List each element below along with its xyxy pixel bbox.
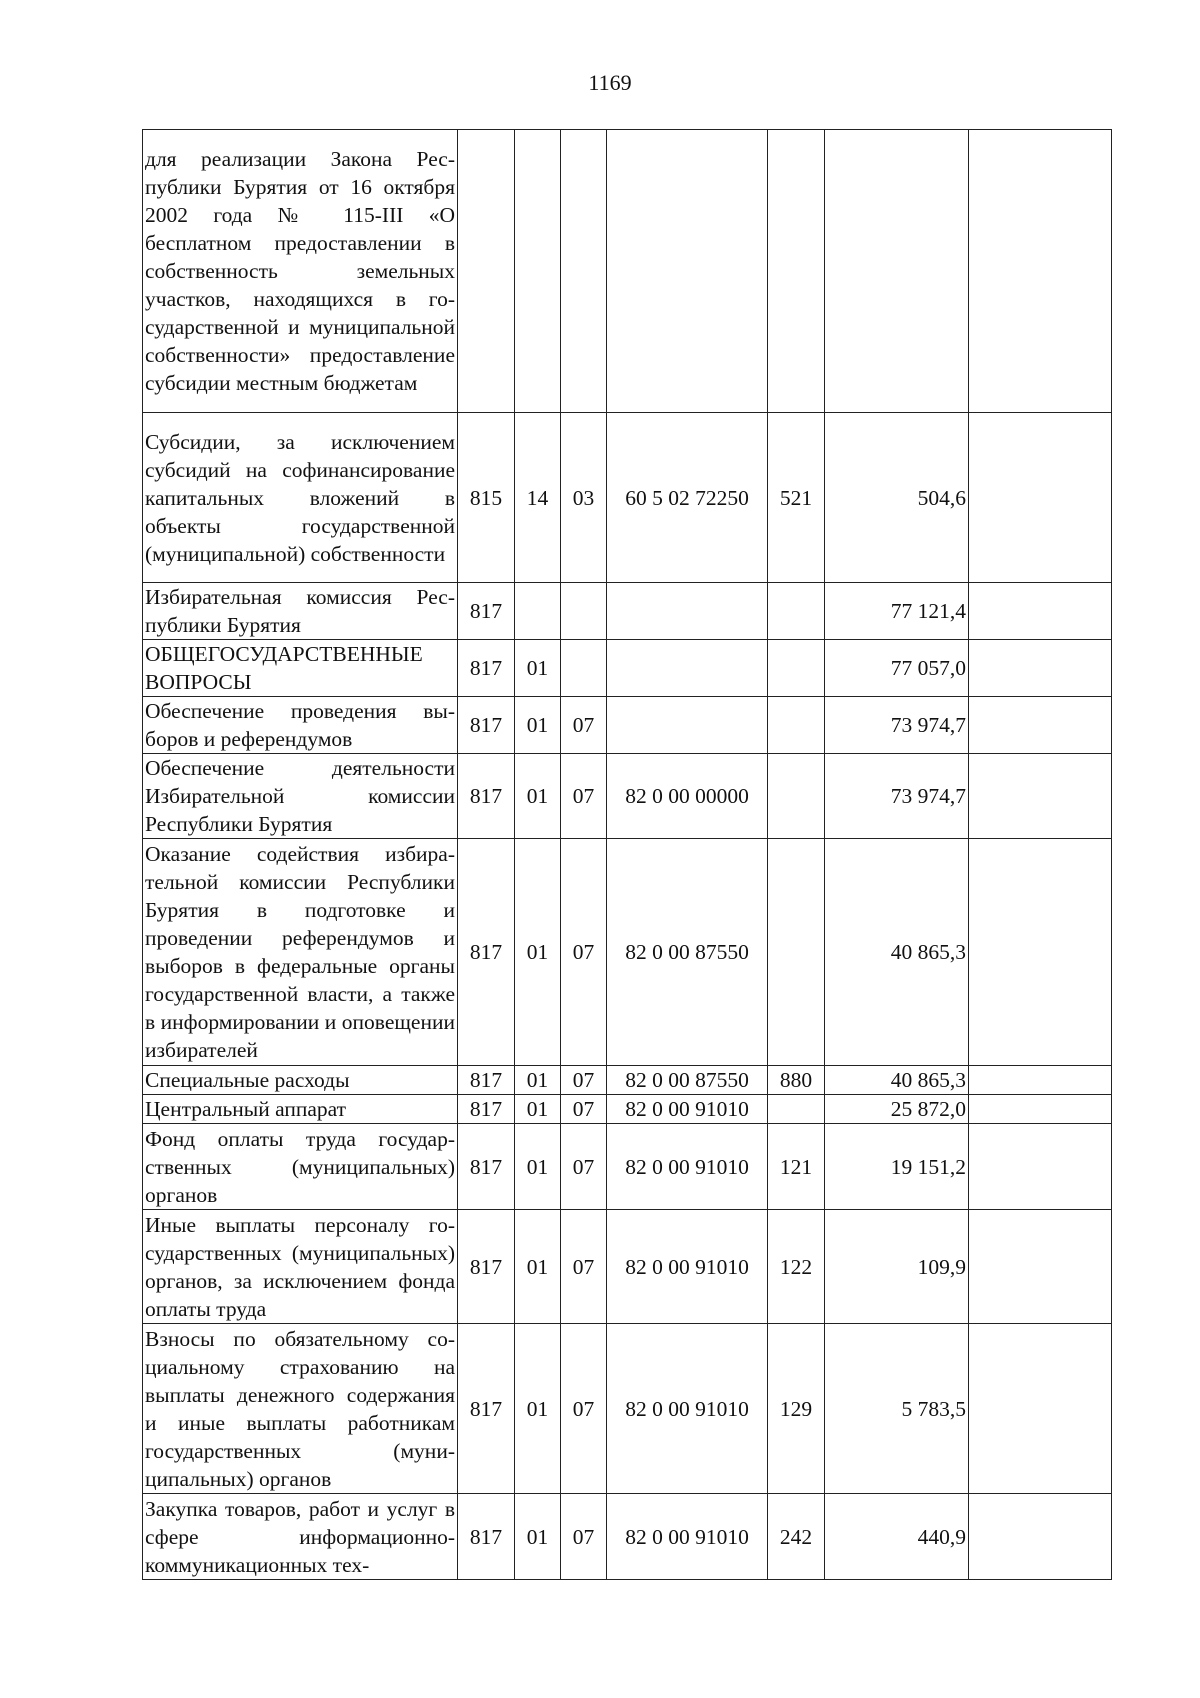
row-name: Фонд оплаты труда государственных (муниципальных) органов bbox=[143, 1124, 458, 1210]
row-csr: 82 0 00 91010 bbox=[607, 1494, 768, 1580]
table-row bbox=[143, 130, 1112, 413]
table-row bbox=[143, 697, 1112, 754]
row-ved: 817 bbox=[458, 1324, 515, 1494]
table-row bbox=[143, 583, 1112, 640]
row-pr: 07 bbox=[561, 839, 607, 1066]
row-name: Иные выплаты персоналу государственных (муниципальных) органов, за исключением фонда оплаты труда bbox=[143, 1210, 458, 1324]
row-pr: 07 bbox=[561, 1494, 607, 1580]
row-csr bbox=[607, 697, 768, 754]
row-name: ОБЩЕГОСУДАРСТВЕННЫЕ ВОПРОСЫ bbox=[143, 640, 458, 697]
row-sum: 73 974,7 bbox=[825, 697, 969, 754]
row-vr bbox=[768, 754, 825, 839]
row-rz: 01 bbox=[515, 839, 561, 1066]
row-rz: 01 bbox=[515, 1066, 561, 1095]
row-csr: 82 0 00 91010 bbox=[607, 1324, 768, 1494]
row-csr bbox=[607, 130, 768, 413]
row-ved: 817 bbox=[458, 1494, 515, 1580]
row-ved: 817 bbox=[458, 839, 515, 1066]
row-rz bbox=[515, 130, 561, 413]
row-rz: 14 bbox=[515, 413, 561, 583]
row-pr: 07 bbox=[561, 1210, 607, 1324]
row-extra bbox=[969, 640, 1112, 697]
row-rz: 01 bbox=[515, 640, 561, 697]
row-rz: 01 bbox=[515, 1124, 561, 1210]
row-csr: 82 0 00 87550 bbox=[607, 839, 768, 1066]
row-ved: 817 bbox=[458, 1095, 515, 1124]
table-row bbox=[143, 1210, 1112, 1324]
row-vr: 880 bbox=[768, 1066, 825, 1095]
table-row bbox=[143, 1095, 1112, 1124]
row-ved: 817 bbox=[458, 754, 515, 839]
row-pr: 03 bbox=[561, 413, 607, 583]
row-name: Центральный аппарат bbox=[143, 1095, 458, 1124]
row-ved: 817 bbox=[458, 640, 515, 697]
row-sum: 504,6 bbox=[825, 413, 969, 583]
row-sum: 77 057,0 bbox=[825, 640, 969, 697]
row-extra bbox=[969, 1324, 1112, 1494]
row-vr: 129 bbox=[768, 1324, 825, 1494]
row-extra bbox=[969, 1494, 1112, 1580]
row-ved: 817 bbox=[458, 697, 515, 754]
row-extra bbox=[969, 697, 1112, 754]
row-csr: 82 0 00 91010 bbox=[607, 1210, 768, 1324]
row-name: Избирательная комиссия Республики Бурятия bbox=[143, 583, 458, 640]
table-row bbox=[143, 1124, 1112, 1210]
row-sum: 77 121,4 bbox=[825, 583, 969, 640]
row-name: Закупка товаров, работ и услуг в сфере информационно-коммуникационных тех- bbox=[143, 1494, 458, 1580]
table-row bbox=[143, 640, 1112, 697]
row-sum: 40 865,3 bbox=[825, 1066, 969, 1095]
row-pr bbox=[561, 130, 607, 413]
row-pr: 07 bbox=[561, 1324, 607, 1494]
row-rz: 01 bbox=[515, 1095, 561, 1124]
row-sum: 40 865,3 bbox=[825, 839, 969, 1066]
row-pr: 07 bbox=[561, 1124, 607, 1210]
row-name: для реализации Закона Республики Бурятия от 16 октября 2002 года № 115-III «О бесплатном предоставлении в собственность земельных участков, находящихся в государственной и муниципальной собственности» предоставление субсидии местным бюджетам bbox=[143, 130, 458, 413]
row-name: Взносы по обязательному социальному страхованию на выплаты денежного содержания и иные выплаты работникам государственных (муниципальных) органов bbox=[143, 1324, 458, 1494]
row-csr: 82 0 00 91010 bbox=[607, 1095, 768, 1124]
budget-table bbox=[142, 129, 1112, 1580]
row-vr bbox=[768, 839, 825, 1066]
row-csr bbox=[607, 640, 768, 697]
row-vr: 121 bbox=[768, 1124, 825, 1210]
row-vr: 242 bbox=[768, 1494, 825, 1580]
table-row bbox=[143, 754, 1112, 839]
row-name: Обеспечение проведения выборов и референдумов bbox=[143, 697, 458, 754]
row-extra bbox=[969, 1095, 1112, 1124]
row-vr bbox=[768, 583, 825, 640]
row-extra bbox=[969, 754, 1112, 839]
row-rz: 01 bbox=[515, 754, 561, 839]
row-ved bbox=[458, 130, 515, 413]
row-ved: 815 bbox=[458, 413, 515, 583]
page-number: 1169 bbox=[588, 70, 632, 95]
row-csr: 82 0 00 00000 bbox=[607, 754, 768, 839]
row-pr bbox=[561, 583, 607, 640]
row-extra bbox=[969, 1210, 1112, 1324]
row-name: Обеспечение деятельности Избирательной комиссии Республики Бурятия bbox=[143, 754, 458, 839]
row-name: Субсидии, за исключением субсидий на софинансирование капитальных вложений в объекты государственной (муниципальной) собственности bbox=[143, 413, 458, 583]
row-rz bbox=[515, 583, 561, 640]
row-rz: 01 bbox=[515, 1210, 561, 1324]
row-extra bbox=[969, 1066, 1112, 1095]
row-pr: 07 bbox=[561, 697, 607, 754]
row-vr: 122 bbox=[768, 1210, 825, 1324]
row-sum: 440,9 bbox=[825, 1494, 969, 1580]
table-row bbox=[143, 413, 1112, 583]
row-csr: 82 0 00 87550 bbox=[607, 1066, 768, 1095]
row-sum: 73 974,7 bbox=[825, 754, 969, 839]
row-vr bbox=[768, 697, 825, 754]
row-sum: 19 151,2 bbox=[825, 1124, 969, 1210]
row-vr bbox=[768, 1095, 825, 1124]
row-rz: 01 bbox=[515, 697, 561, 754]
row-pr: 07 bbox=[561, 1066, 607, 1095]
row-sum bbox=[825, 130, 969, 413]
row-pr: 07 bbox=[561, 754, 607, 839]
row-rz: 01 bbox=[515, 1494, 561, 1580]
row-pr: 07 bbox=[561, 1095, 607, 1124]
row-ved: 817 bbox=[458, 583, 515, 640]
row-vr: 521 bbox=[768, 413, 825, 583]
row-vr bbox=[768, 640, 825, 697]
table-row bbox=[143, 839, 1112, 1066]
row-name: Специальные расходы bbox=[143, 1066, 458, 1095]
row-extra bbox=[969, 839, 1112, 1066]
row-extra bbox=[969, 130, 1112, 413]
table-row bbox=[143, 1494, 1112, 1580]
table-row bbox=[143, 1066, 1112, 1095]
row-ved: 817 bbox=[458, 1124, 515, 1210]
row-vr bbox=[768, 130, 825, 413]
row-extra bbox=[969, 413, 1112, 583]
row-pr bbox=[561, 640, 607, 697]
row-sum: 5 783,5 bbox=[825, 1324, 969, 1494]
row-sum: 25 872,0 bbox=[825, 1095, 969, 1124]
row-name: Оказание содействия избирательной комиссии Республики Бурятия в подготовке и проведении референдумов и выборов в федеральные органы государственной власти, а также в информировании и оповещении избирателей bbox=[143, 839, 458, 1066]
row-ved: 817 bbox=[458, 1210, 515, 1324]
row-extra bbox=[969, 583, 1112, 640]
row-ved: 817 bbox=[458, 1066, 515, 1095]
row-csr: 60 5 02 72250 bbox=[607, 413, 768, 583]
table-row bbox=[143, 1324, 1112, 1494]
row-extra bbox=[969, 1124, 1112, 1210]
row-sum: 109,9 bbox=[825, 1210, 969, 1324]
row-csr: 82 0 00 91010 bbox=[607, 1124, 768, 1210]
row-rz: 01 bbox=[515, 1324, 561, 1494]
row-csr bbox=[607, 583, 768, 640]
